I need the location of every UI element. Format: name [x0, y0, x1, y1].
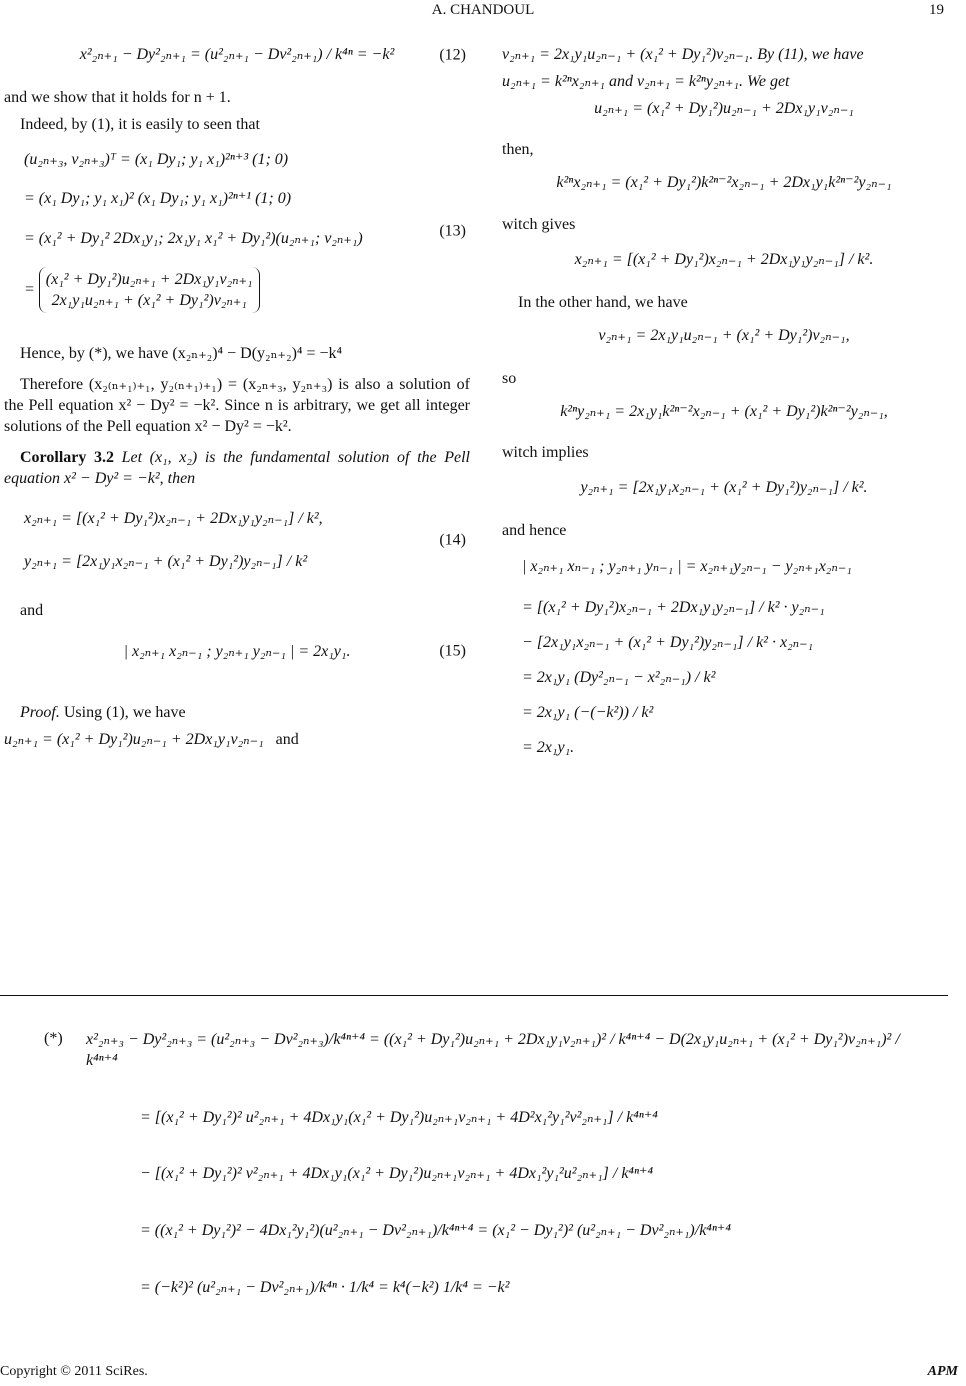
right-and-hence: and hence — [502, 522, 567, 540]
right-then: then, — [502, 141, 534, 159]
right-det-line-5: = 2x₁y₁ (−(−k²)) / k² — [522, 703, 654, 721]
right-witch-gives: witch gives — [502, 215, 576, 233]
footnote-line-4: = ((x₁² + Dy₁²)² − 4Dx₁²y₁²)(u²₂ₙ₊₁ − Dv²₂ₙ₊₁)/k⁴ⁿ⁺⁴ = (x₁² − Dy₁²)² (u²₂ₙ₊₁ − Dv²₂ₙ₊₁)/k⁴ⁿ⁺⁴ — [140, 1222, 731, 1240]
corollary-statement: Let (x₁, x₂) is the fundamental solution of the Pell equation x² − Dy² = −k², then — [4, 449, 470, 488]
right-det-line-3: − [2x₁y₁x₂ₙ₋₁ + (x₁² + Dy₁²)y₂ₙ₋₁] / k² · x₂ₙ₋₁ — [522, 633, 814, 651]
equation-12 — [4, 44, 470, 65]
footnote-line-5: = (−k²)² (u²₂ₙ₊₁ − Dv²₂ₙ₊₁)/k⁴ⁿ · 1/k⁴ = k⁴(−k²) 1/k⁴ = −k² — [140, 1278, 510, 1296]
right-line-2: u₂ₙ₊₁ = k²ⁿx₂ₙ₊₁ and v₂ₙ₊₁ = k²ⁿy₂ₙ₊₁. We get — [502, 73, 790, 91]
journal-abbreviation: APM — [927, 1364, 958, 1379]
corollary-3-2 — [4, 447, 470, 489]
right-eq-v: v₂ₙ₊₁ = 2x₁y₁u₂ₙ₋₁ + (x₁² + Dy₁²)v₂ₙ₋₁, — [598, 326, 850, 344]
right-eq-y: y₂ₙ₊₁ = [2x₁y₁x₂ₙ₋₁ + (x₁² + Dy₁²)y₂ₙ₋₁] / k². — [580, 479, 868, 497]
equation-13-line-2: = (x₁ Dy₁; y₁ x₁)² (x₁ Dy₁; y₁ x₁)²ⁿ⁺¹ (1; 0) — [24, 190, 292, 208]
footnote-line-1: x²₂ₙ₊₃ − Dy²₂ₙ₊₃ = (u²₂ₙ₊₃ − Dv²₂ₙ₊₃)/k⁴ⁿ⁺⁴ = ((x₁² + Dy₁²)u₂ₙ₊₁ + 2Dx₁y₁v₂ₙ₊₁)² / k⁴ⁿ⁺⁴ − D(2x₁y₁u₂ₙ₊₁ + (x₁² + Dy₁²)v₂ₙ₊₁)² / k⁴ⁿ⁺⁴ — [86, 1031, 900, 1069]
equation-13-result-vector — [39, 267, 260, 313]
right-eq-k-y: k²ⁿy₂ₙ₊₁ = 2x₁y₁k²ⁿ⁻²x₂ₙ₋₁ + (x₁² + Dy₁²)k²ⁿ⁻²y₂ₙ₋₁, — [560, 403, 888, 421]
right-eq-k-x: k²ⁿx₂ₙ₊₁ = (x₁² + Dy₁²)k²ⁿ⁻²x₂ₙ₋₁ + 2Dx₁y₁k²ⁿ⁻²y₂ₙ₋₁ — [556, 174, 892, 192]
paragraph-and: and — [20, 601, 44, 619]
equation-13-line-4: = (x₁² + Dy₁²)u₂ₙ₊₁ + 2Dx₁y₁v₂ₙ₊₁ 2x₁y₁u₂ₙ₊₁ + (x₁² + Dy₁²)v₂ₙ₊₁ — [24, 267, 470, 313]
equation-13-line-1: (u₂ₙ₊₃, v₂ₙ₊₃)ᵀ = (x₁ Dy₁; y₁ x₁)²ⁿ⁺³ (1; 0) — [24, 151, 289, 169]
right-determinant — [502, 556, 946, 759]
left-column — [4, 30, 470, 756]
proof-equation-line — [4, 729, 470, 750]
right-so: so — [502, 369, 517, 387]
equation-13-result-bottom: 2x₁y₁u₂ₙ₊₁ + (x₁² + Dy₁²)v₂ₙ₊₁ — [51, 291, 247, 309]
equation-15-body: | x₂ₙ₊₁ x₂ₙ₋₁ ; y₂ₙ₊₁ y₂ₙ₋₁ | = 2x₁y₁. — [123, 642, 351, 660]
paragraph-therefore: Therefore (x₂₍ₙ₊₁₎₊₁, y₂₍ₙ₊₁₎₊₁) = (x₂ₙ₊₃, y₂ₙ₊₃) is also a solution of the Pell equation x² − Dy² = −k². Since n is arbitrary, we get all integer solutions of the Pell equation x² − Dy² = −k². — [4, 375, 470, 436]
equation-13 — [4, 149, 470, 313]
footnote-divider — [0, 995, 948, 996]
right-line-1: v₂ₙ₊₁ = 2x₁y₁u₂ₙ₋₁ + (x₁² + Dy₁²)v₂ₙ₋₁. By (11), we have — [502, 46, 864, 63]
page-header — [0, 0, 966, 24]
right-eq-x: x₂ₙ₊₁ = [(x₁² + Dy₁²)x₂ₙ₋₁ + 2Dx₁y₁y₂ₙ₋₁] / k². — [574, 250, 874, 268]
corollary-label: Corollary 3.2 — [20, 449, 114, 467]
right-det-line-6: = 2x₁y₁. — [522, 739, 575, 757]
equation-12-body: x²₂ₙ₊₁ − Dy²₂ₙ₊₁ = (u²₂ₙ₊₁ − Dv²₂ₙ₊₁) / k⁴ⁿ = −k² — [79, 46, 395, 63]
equation-14-x: x₂ₙ₊₁ = [(x₁² + Dy₁²)x₂ₙ₋₁ + 2Dx₁y₁y₂ₙ₋₁] / k², — [24, 509, 323, 527]
paragraph-indeed: Indeed, by (1), it is easily to seen that — [20, 116, 260, 134]
right-eq-u: u₂ₙ₊₁ = (x₁² + Dy₁²)u₂ₙ₋₁ + 2Dx₁y₁v₂ₙ₋₁ — [594, 100, 854, 118]
copyright-notice: Copyright © 2011 SciRes. — [0, 1364, 148, 1379]
footnote-line-3: − [(x₁² + Dy₁²)² v²₂ₙ₊₁ + 4Dx₁y₁(x₁² + Dy₁²)u₂ₙ₊₁v₂ₙ₊₁ + 4Dx₁²y₁²u²₂ₙ₊₁] / k⁴ⁿ⁺⁴ — [140, 1165, 654, 1183]
equation-13-result-top: (x₁² + Dy₁²)u₂ₙ₊₁ + 2Dx₁y₁v₂ₙ₊₁ — [45, 270, 253, 288]
equation-14-y: y₂ₙ₊₁ = [2x₁y₁x₂ₙ₋₁ + (x₁² + Dy₁²)y₂ₙ₋₁] / k² — [24, 552, 308, 570]
equation-15 — [4, 641, 470, 662]
footnote-derivation — [30, 1002, 930, 1305]
right-det-line-2: = [(x₁² + Dy₁²)x₂ₙ₋₁ + 2Dx₁y₁y₂ₙ₋₁] / k² · y₂ₙ₋₁ — [522, 598, 825, 616]
equation-15-number: (15) — [439, 642, 466, 660]
right-det-line-4: = 2x₁y₁ (Dy²₂ₙ₋₁ − x²₂ₙ₋₁) / k² — [522, 668, 716, 686]
right-column — [502, 30, 946, 772]
proof-equation: u₂ₙ₊₁ = (x₁² + Dy₁²)u₂ₙ₋₁ + 2Dx₁y₁v₂ₙ₋₁ — [4, 731, 264, 749]
proof-intro — [4, 702, 470, 723]
footnote-line-2: = [(x₁² + Dy₁²)² u²₂ₙ₊₁ + 4Dx₁y₁(x₁² + Dy₁²)u₂ₙ₊₁v₂ₙ₊₁ + 4D²x₁²y₁²v²₂ₙ₊₁] / k⁴ⁿ⁺⁴ — [140, 1108, 658, 1126]
equation-14 — [4, 508, 470, 572]
equation-14-number: (14) — [439, 531, 466, 549]
paragraph-hence: Hence, by (*), we have (x₂ₙ₊₂)⁴ − D(y₂ₙ₊₂)⁴ = −k⁴ — [20, 344, 343, 362]
right-other-hand: In the other hand, we have — [518, 293, 688, 311]
footnote-marker: (*) — [44, 1030, 63, 1047]
paragraph-induction: and we show that it holds for n + 1. — [4, 89, 231, 107]
proof-label: Proof. — [20, 703, 60, 721]
right-det-line-1: | x₂ₙ₊₁ xₙ₋₁ ; y₂ₙ₊₁ yₙ₋₁ | = x₂ₙ₊₁y₂ₙ₋₁ − y₂ₙ₊₁x₂ₙ₋₁ — [522, 557, 852, 575]
page-number: 19 — [929, 2, 944, 18]
equation-12-number: (12) — [439, 45, 466, 63]
running-head-author: A. CHANDOUL — [431, 2, 535, 18]
right-witch-implies: witch implies — [502, 444, 589, 462]
equation-13-number: (13) — [439, 222, 466, 240]
equation-13-line-3: = (x₁² + Dy₁² 2Dx₁y₁; 2x₁y₁ x₁² + Dy₁²)(u₂ₙ₊₁; v₂ₙ₊₁) — [24, 229, 363, 247]
proof-text: Using (1), we have — [63, 703, 186, 721]
proof-and: and — [275, 731, 299, 749]
